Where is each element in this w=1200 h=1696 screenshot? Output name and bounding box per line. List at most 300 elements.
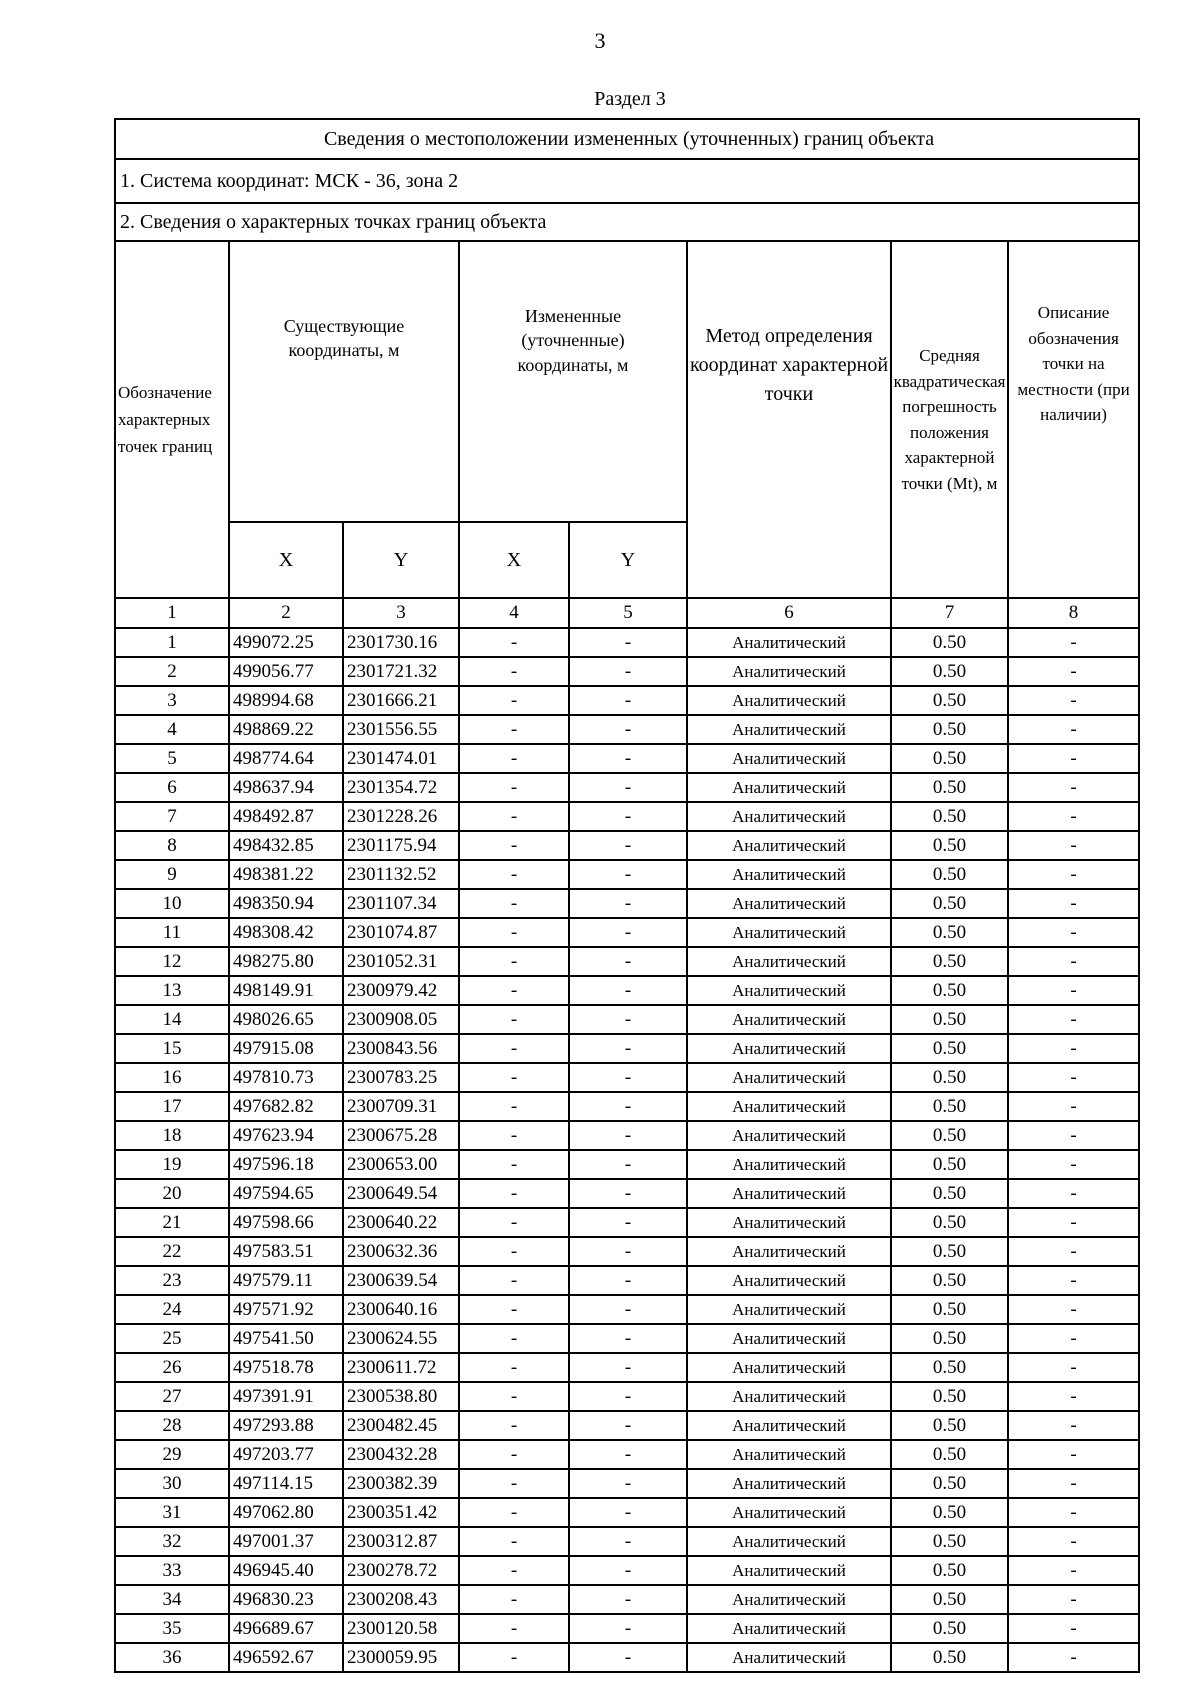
table-row [115, 918, 1139, 947]
mean-error: 0.50 [891, 1208, 1008, 1237]
table-row [115, 715, 1139, 744]
existing-y: 2300639.54 [343, 1266, 459, 1295]
method: Аналитический [687, 1092, 891, 1121]
changed-x: - [459, 889, 569, 918]
point-description: - [1008, 1440, 1139, 1469]
changed-x: - [459, 1266, 569, 1295]
changed-y: - [569, 1324, 687, 1353]
existing-y: 2301107.34 [343, 889, 459, 918]
method: Аналитический [687, 802, 891, 831]
table-row [115, 947, 1139, 976]
existing-x: 497596.18 [229, 1150, 343, 1179]
point-description: - [1008, 1034, 1139, 1063]
changed-y: - [569, 715, 687, 744]
section-label: Раздел 3 [594, 88, 666, 110]
point-description: - [1008, 1614, 1139, 1643]
point-description: - [1008, 918, 1139, 947]
existing-y: 2300675.28 [343, 1121, 459, 1150]
changed-x: - [459, 1469, 569, 1498]
method: Аналитический [687, 628, 891, 657]
changed-x: - [459, 1382, 569, 1411]
point-description: - [1008, 1411, 1139, 1440]
existing-y: 2300382.39 [343, 1469, 459, 1498]
existing-x: 498308.42 [229, 918, 343, 947]
existing-x: 499056.77 [229, 657, 343, 686]
method: Аналитический [687, 1469, 891, 1498]
point-description: - [1008, 1324, 1139, 1353]
existing-y: 2300278.72 [343, 1556, 459, 1585]
existing-y: 2301175.94 [343, 831, 459, 860]
existing-y: 2300843.56 [343, 1034, 459, 1063]
existing-x: 497114.15 [229, 1469, 343, 1498]
point-id: 15 [115, 1034, 229, 1063]
table-row [115, 1527, 1139, 1556]
method: Аналитический [687, 1179, 891, 1208]
changed-y: - [569, 1614, 687, 1643]
mean-error: 0.50 [891, 1614, 1008, 1643]
existing-y: 2300538.80 [343, 1382, 459, 1411]
table-row [115, 1353, 1139, 1382]
point-id: 2 [115, 657, 229, 686]
changed-y: - [569, 628, 687, 657]
table-row [115, 1121, 1139, 1150]
existing-y: 2300624.55 [343, 1324, 459, 1353]
mean-error: 0.50 [891, 715, 1008, 744]
existing-y: 2301228.26 [343, 802, 459, 831]
existing-y: 2300351.42 [343, 1498, 459, 1527]
header-description: Описание обозначения точки на местности (при наличии) [1008, 241, 1139, 598]
mean-error: 0.50 [891, 686, 1008, 715]
changed-y: - [569, 1034, 687, 1063]
point-description: - [1008, 1005, 1139, 1034]
table-row [115, 1034, 1139, 1063]
mean-error: 0.50 [891, 1005, 1008, 1034]
point-id: 13 [115, 976, 229, 1005]
existing-y: 2300649.54 [343, 1179, 459, 1208]
method: Аналитический [687, 1005, 891, 1034]
mean-error: 0.50 [891, 1150, 1008, 1179]
point-description: - [1008, 1498, 1139, 1527]
changed-y: - [569, 686, 687, 715]
changed-y: - [569, 1440, 687, 1469]
existing-y: 2301052.31 [343, 947, 459, 976]
existing-x: 498994.68 [229, 686, 343, 715]
mean-error: 0.50 [891, 1411, 1008, 1440]
column-number: 3 [343, 598, 459, 628]
point-id: 7 [115, 802, 229, 831]
table-row [115, 889, 1139, 918]
point-description: - [1008, 1237, 1139, 1266]
point-description: - [1008, 1469, 1139, 1498]
point-id: 3 [115, 686, 229, 715]
existing-x: 497915.08 [229, 1034, 343, 1063]
point-id: 5 [115, 744, 229, 773]
changed-y: - [569, 889, 687, 918]
existing-x: 497518.78 [229, 1353, 343, 1382]
point-id: 8 [115, 831, 229, 860]
point-id: 22 [115, 1237, 229, 1266]
changed-x: - [459, 1411, 569, 1440]
existing-x: 497541.50 [229, 1324, 343, 1353]
point-id: 19 [115, 1150, 229, 1179]
point-id: 35 [115, 1614, 229, 1643]
mean-error: 0.50 [891, 1440, 1008, 1469]
table-row [115, 1208, 1139, 1237]
changed-y: - [569, 1150, 687, 1179]
point-description: - [1008, 1121, 1139, 1150]
existing-y: 2301730.16 [343, 628, 459, 657]
changed-x: - [459, 1614, 569, 1643]
existing-y: 2301474.01 [343, 744, 459, 773]
existing-y: 2300979.42 [343, 976, 459, 1005]
changed-x: - [459, 686, 569, 715]
mean-error: 0.50 [891, 860, 1008, 889]
changed-x: - [459, 773, 569, 802]
points-heading: 2. Сведения о характерных точках границ объекта [115, 203, 1139, 241]
page-number: 3 [594, 28, 606, 53]
existing-x: 496592.67 [229, 1643, 343, 1672]
table-row [115, 744, 1139, 773]
point-description: - [1008, 889, 1139, 918]
existing-x: 498774.64 [229, 744, 343, 773]
header-error: Средняя квадратическая погрешность положения характерной точки (Mt), м [891, 241, 1008, 598]
changed-x: - [459, 1005, 569, 1034]
mean-error: 0.50 [891, 1266, 1008, 1295]
changed-x: - [459, 918, 569, 947]
point-description: - [1008, 1585, 1139, 1614]
changed-x: - [459, 715, 569, 744]
point-id: 33 [115, 1556, 229, 1585]
existing-y: 2300059.95 [343, 1643, 459, 1672]
changed-x: - [459, 1324, 569, 1353]
point-description: - [1008, 686, 1139, 715]
method: Аналитический [687, 860, 891, 889]
existing-y: 2300482.45 [343, 1411, 459, 1440]
point-description: - [1008, 1556, 1139, 1585]
point-id: 24 [115, 1295, 229, 1324]
existing-x: 496689.67 [229, 1614, 343, 1643]
point-id: 17 [115, 1092, 229, 1121]
column-number: 4 [459, 598, 569, 628]
point-description: - [1008, 1208, 1139, 1237]
table-row [115, 1063, 1139, 1092]
mean-error: 0.50 [891, 1092, 1008, 1121]
method: Аналитический [687, 1556, 891, 1585]
point-description: - [1008, 860, 1139, 889]
point-description: - [1008, 802, 1139, 831]
boundary-points-table [114, 118, 1140, 1673]
mean-error: 0.50 [891, 744, 1008, 773]
method: Аналитический [687, 686, 891, 715]
existing-x: 497062.80 [229, 1498, 343, 1527]
point-id: 34 [115, 1585, 229, 1614]
changed-y: - [569, 1092, 687, 1121]
existing-y: 2300653.00 [343, 1150, 459, 1179]
changed-x: - [459, 657, 569, 686]
method: Аналитический [687, 773, 891, 802]
changed-y: - [569, 918, 687, 947]
method: Аналитический [687, 1382, 891, 1411]
existing-x: 498637.94 [229, 773, 343, 802]
table-row [115, 1179, 1139, 1208]
point-description: - [1008, 1092, 1139, 1121]
changed-y: - [569, 1498, 687, 1527]
column-number: 7 [891, 598, 1008, 628]
existing-y: 2301721.32 [343, 657, 459, 686]
existing-y: 2300208.43 [343, 1585, 459, 1614]
table-row [115, 976, 1139, 1005]
point-id: 31 [115, 1498, 229, 1527]
existing-y: 2300709.31 [343, 1092, 459, 1121]
changed-x: - [459, 1498, 569, 1527]
column-number: 6 [687, 598, 891, 628]
changed-x: - [459, 744, 569, 773]
point-description: - [1008, 744, 1139, 773]
changed-y: - [569, 1237, 687, 1266]
changed-x: - [459, 1556, 569, 1585]
mean-error: 0.50 [891, 1527, 1008, 1556]
method: Аналитический [687, 1498, 891, 1527]
mean-error: 0.50 [891, 657, 1008, 686]
table-row [115, 1498, 1139, 1527]
header-changed-x: X [459, 522, 569, 598]
table-row [115, 831, 1139, 860]
mean-error: 0.50 [891, 1643, 1008, 1672]
existing-x: 498869.22 [229, 715, 343, 744]
existing-y: 2301666.21 [343, 686, 459, 715]
changed-x: - [459, 1034, 569, 1063]
mean-error: 0.50 [891, 889, 1008, 918]
mean-error: 0.50 [891, 1063, 1008, 1092]
changed-x: - [459, 1121, 569, 1150]
changed-x: - [459, 860, 569, 889]
changed-y: - [569, 1353, 687, 1382]
table-row [115, 1324, 1139, 1353]
changed-x: - [459, 1179, 569, 1208]
existing-x: 497583.51 [229, 1237, 343, 1266]
method: Аналитический [687, 1614, 891, 1643]
mean-error: 0.50 [891, 1034, 1008, 1063]
method: Аналитический [687, 1353, 891, 1382]
changed-y: - [569, 1005, 687, 1034]
table-row [115, 1237, 1139, 1266]
changed-x: - [459, 1585, 569, 1614]
point-id: 28 [115, 1411, 229, 1440]
mean-error: 0.50 [891, 831, 1008, 860]
existing-y: 2300120.58 [343, 1614, 459, 1643]
mean-error: 0.50 [891, 1324, 1008, 1353]
point-id: 23 [115, 1266, 229, 1295]
method: Аналитический [687, 744, 891, 773]
changed-y: - [569, 1063, 687, 1092]
changed-y: - [569, 1382, 687, 1411]
point-description: - [1008, 1063, 1139, 1092]
point-id: 12 [115, 947, 229, 976]
point-id: 18 [115, 1121, 229, 1150]
changed-y: - [569, 1295, 687, 1324]
method: Аналитический [687, 1527, 891, 1556]
method: Аналитический [687, 1266, 891, 1295]
point-id: 36 [115, 1643, 229, 1672]
existing-x: 498492.87 [229, 802, 343, 831]
changed-y: - [569, 1556, 687, 1585]
changed-y: - [569, 831, 687, 860]
column-number: 1 [115, 598, 229, 628]
table-row [115, 628, 1139, 657]
changed-y: - [569, 1411, 687, 1440]
table-row [115, 1266, 1139, 1295]
point-id: 26 [115, 1353, 229, 1382]
existing-y: 2300632.36 [343, 1237, 459, 1266]
column-number: 2 [229, 598, 343, 628]
table-row [115, 773, 1139, 802]
point-description: - [1008, 947, 1139, 976]
point-id: 25 [115, 1324, 229, 1353]
point-id: 14 [115, 1005, 229, 1034]
existing-x: 497293.88 [229, 1411, 343, 1440]
point-description: - [1008, 831, 1139, 860]
changed-x: - [459, 1150, 569, 1179]
point-description: - [1008, 773, 1139, 802]
method: Аналитический [687, 1121, 891, 1150]
point-description: - [1008, 1527, 1139, 1556]
existing-y: 2301354.72 [343, 773, 459, 802]
point-id: 30 [115, 1469, 229, 1498]
method: Аналитический [687, 1295, 891, 1324]
point-id: 21 [115, 1208, 229, 1237]
point-id: 1 [115, 628, 229, 657]
existing-y: 2300640.16 [343, 1295, 459, 1324]
mean-error: 0.50 [891, 918, 1008, 947]
point-id: 4 [115, 715, 229, 744]
changed-y: - [569, 1527, 687, 1556]
changed-y: - [569, 1208, 687, 1237]
header-changed-y: Y [569, 522, 687, 598]
table-row [115, 802, 1139, 831]
changed-y: - [569, 1266, 687, 1295]
point-description: - [1008, 1643, 1139, 1672]
mean-error: 0.50 [891, 628, 1008, 657]
changed-y: - [569, 657, 687, 686]
table-row [115, 1411, 1139, 1440]
changed-x: - [459, 976, 569, 1005]
point-description: - [1008, 1150, 1139, 1179]
table-row [115, 1643, 1139, 1672]
method: Аналитический [687, 1063, 891, 1092]
method: Аналитический [687, 1150, 891, 1179]
point-description: - [1008, 715, 1139, 744]
method: Аналитический [687, 1034, 891, 1063]
mean-error: 0.50 [891, 1295, 1008, 1324]
point-id: 32 [115, 1527, 229, 1556]
changed-y: - [569, 976, 687, 1005]
existing-x: 497571.92 [229, 1295, 343, 1324]
existing-y: 2300640.22 [343, 1208, 459, 1237]
table-row [115, 1614, 1139, 1643]
existing-x: 499072.25 [229, 628, 343, 657]
changed-x: - [459, 1092, 569, 1121]
point-id: 16 [115, 1063, 229, 1092]
header-existing-y: Y [343, 522, 459, 598]
point-id: 9 [115, 860, 229, 889]
point-description: - [1008, 976, 1139, 1005]
existing-x: 497598.66 [229, 1208, 343, 1237]
existing-y: 2300783.25 [343, 1063, 459, 1092]
method: Аналитический [687, 947, 891, 976]
changed-y: - [569, 1121, 687, 1150]
existing-y: 2300432.28 [343, 1440, 459, 1469]
changed-x: - [459, 1353, 569, 1382]
coordinate-system: 1. Система координат: МСК - 36, зона 2 [115, 159, 1139, 203]
table-row [115, 686, 1139, 715]
table-row [115, 1295, 1139, 1324]
point-description: - [1008, 1382, 1139, 1411]
point-description: - [1008, 1266, 1139, 1295]
changed-x: - [459, 1295, 569, 1324]
existing-y: 2300611.72 [343, 1353, 459, 1382]
existing-x: 498381.22 [229, 860, 343, 889]
changed-x: - [459, 1440, 569, 1469]
mean-error: 0.50 [891, 947, 1008, 976]
existing-y: 2300908.05 [343, 1005, 459, 1034]
column-numbers-row [115, 598, 1139, 628]
header-changed-coords: Измененные (уточненные) координаты, м [459, 241, 687, 522]
existing-y: 2300312.87 [343, 1527, 459, 1556]
point-id: 10 [115, 889, 229, 918]
existing-x: 498350.94 [229, 889, 343, 918]
existing-y: 2301132.52 [343, 860, 459, 889]
method: Аналитический [687, 889, 891, 918]
changed-x: - [459, 947, 569, 976]
changed-x: - [459, 1527, 569, 1556]
table-row [115, 1005, 1139, 1034]
changed-y: - [569, 1585, 687, 1614]
existing-x: 497682.82 [229, 1092, 343, 1121]
changed-y: - [569, 802, 687, 831]
changed-y: - [569, 773, 687, 802]
existing-x: 497810.73 [229, 1063, 343, 1092]
existing-x: 498026.65 [229, 1005, 343, 1034]
mean-error: 0.50 [891, 1121, 1008, 1150]
point-id: 27 [115, 1382, 229, 1411]
table-row [115, 860, 1139, 889]
mean-error: 0.50 [891, 1353, 1008, 1382]
table-row [115, 1469, 1139, 1498]
changed-x: - [459, 628, 569, 657]
changed-x: - [459, 1208, 569, 1237]
method: Аналитический [687, 1237, 891, 1266]
existing-x: 497203.77 [229, 1440, 343, 1469]
existing-x: 496945.40 [229, 1556, 343, 1585]
existing-x: 497623.94 [229, 1121, 343, 1150]
changed-y: - [569, 744, 687, 773]
method: Аналитический [687, 1411, 891, 1440]
mean-error: 0.50 [891, 976, 1008, 1005]
method: Аналитический [687, 918, 891, 947]
table-row [115, 657, 1139, 686]
method: Аналитический [687, 715, 891, 744]
existing-x: 498432.85 [229, 831, 343, 860]
existing-x: 497001.37 [229, 1527, 343, 1556]
mean-error: 0.50 [891, 1469, 1008, 1498]
existing-x: 497391.91 [229, 1382, 343, 1411]
method: Аналитический [687, 976, 891, 1005]
mean-error: 0.50 [891, 1585, 1008, 1614]
header-method: Метод определения координат характерной точки [687, 241, 891, 598]
mean-error: 0.50 [891, 802, 1008, 831]
mean-error: 0.50 [891, 1498, 1008, 1527]
changed-x: - [459, 1643, 569, 1672]
